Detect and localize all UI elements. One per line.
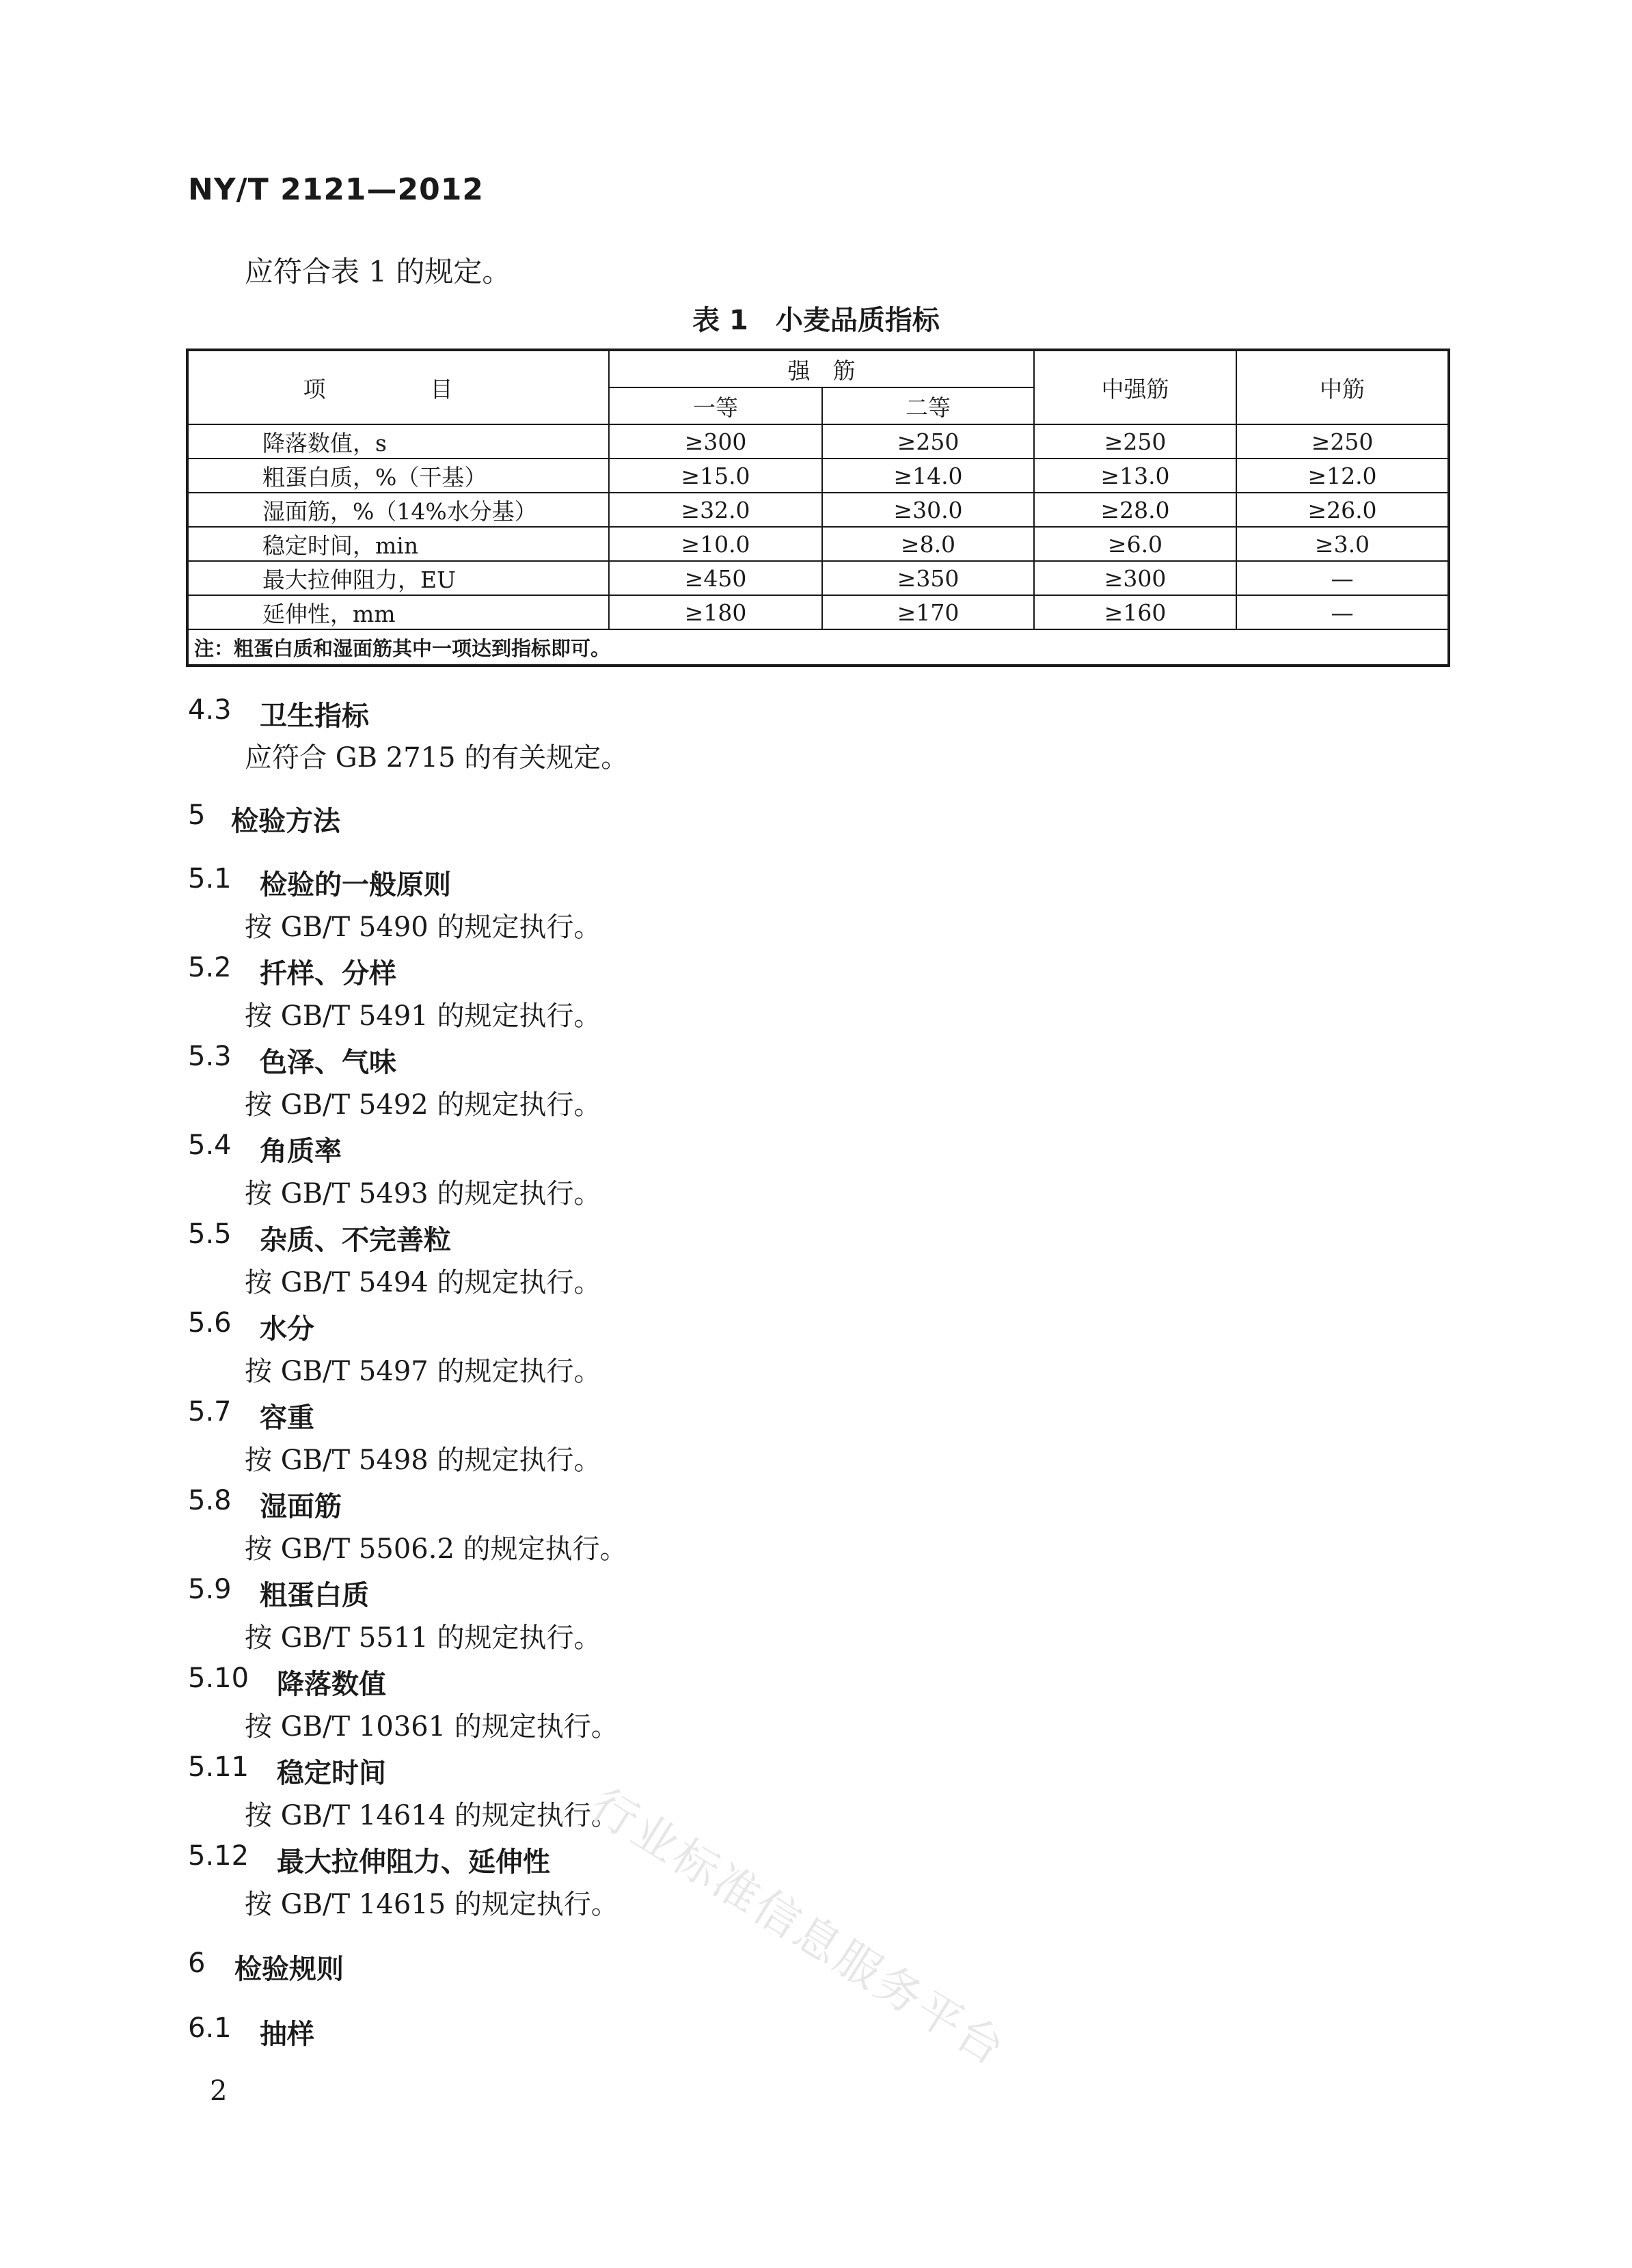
table-title: 表 1 小麦品质指标 [692,305,940,336]
section-number: 5.11 [188,1751,249,1783]
cell-value: ≥10.0 [609,527,822,561]
section-body: 按 GB/T 14615 的规定执行。 [245,1889,618,1920]
table-row [187,459,1449,493]
section-heading: 水分 [260,1313,314,1345]
row-label: 稳定时间，min [187,527,609,561]
cell-value: — [1236,595,1449,629]
section-number: 5.2 [188,952,232,983]
section-heading: 降落数值 [277,1669,386,1700]
row-label: 最大拉伸阻力，EU [187,561,609,595]
section-body: 应符合 GB 2715 的有关规定。 [245,742,629,774]
section-heading: 检验的一般原则 [260,869,451,901]
section-heading: 检验规则 [234,1954,344,1985]
watermark-text: 行业标准信息服务平台 [582,1778,1016,2077]
section-heading: 检验方法 [231,806,340,837]
section-body: 按 GB/T 5491 的规定执行。 [245,1000,601,1032]
section-number: 5.10 [188,1663,249,1694]
section-body: 按 GB/T 5497 的规定执行。 [245,1356,601,1387]
cell-value: ≥8.0 [822,527,1034,561]
section-heading: 杂质、不完善粒 [260,1225,451,1256]
cell-value: ≥30.0 [822,493,1034,527]
section-number: 5.9 [188,1574,232,1605]
header-strong: 强 筋 [609,350,1034,387]
section-number: 4.3 [188,694,232,726]
section-body: 按 GB/T 5498 的规定执行。 [245,1445,601,1476]
cell-value: ≥26.0 [1236,493,1449,527]
section-heading: 色泽、气味 [260,1047,396,1078]
section-heading: 湿面筋 [260,1491,342,1522]
cell-value: ≥250 [822,424,1034,459]
cell-value: ≥300 [1034,561,1236,595]
section-number: 5.6 [188,1307,232,1339]
cell-value: ≥170 [822,595,1034,629]
cell-value: ≥15.0 [609,459,822,493]
header-medium-strong: 中强筋 [1034,350,1236,424]
row-label: 湿面筋，%（14%水分基） [187,493,609,527]
section-number: 6.1 [188,2012,232,2044]
table-row [187,527,1449,561]
page-number: 2 [210,2075,228,2107]
table-note-row [187,629,1449,666]
table-header-row [187,350,1449,387]
section-body: 按 GB/T 5506.2 的规定执行。 [245,1533,627,1565]
cell-value: ≥180 [609,595,822,629]
cell-value: ≥13.0 [1034,459,1236,493]
cell-value: ≥350 [822,561,1034,595]
cell-value: — [1236,561,1449,595]
section-number: 5.5 [188,1218,232,1250]
cell-value: ≥450 [609,561,822,595]
section-number: 5.12 [188,1840,249,1872]
section-heading: 最大拉伸阻力、延伸性 [277,1846,550,1878]
section-number: 5 [188,800,206,831]
header-medium: 中筋 [1236,350,1449,424]
cell-value: ≥14.0 [822,459,1034,493]
cell-value: ≥250 [1236,424,1449,459]
section-number: 6 [188,1948,206,1979]
header-item: 项 目 [187,350,609,424]
section-body: 按 GB/T 5494 的规定执行。 [245,1267,601,1298]
intro-text: 应符合表 1 的规定。 [245,255,511,288]
section-body: 按 GB/T 5493 的规定执行。 [245,1178,601,1210]
document-code: NY/T 2121—2012 [188,172,485,207]
section-body: 按 GB/T 14614 的规定执行。 [245,1800,618,1831]
section-number: 5.3 [188,1041,232,1072]
section-number: 5.1 [188,863,232,894]
table-note: 注：粗蛋白质和湿面筋其中一项达到指标即可。 [187,629,1449,666]
section-number: 5.7 [188,1396,232,1427]
section-heading: 角质率 [260,1136,342,1167]
row-label: 延伸性，mm [187,595,609,629]
cell-value: ≥32.0 [609,493,822,527]
section-heading: 容重 [260,1402,314,1434]
row-label: 粗蛋白质，%（干基） [187,459,609,493]
header-strong-second: 二等 [822,387,1034,424]
section-heading: 稳定时间 [277,1758,386,1789]
cell-value: ≥28.0 [1034,493,1236,527]
row-label: 降落数值，s [187,424,609,459]
section-body: 按 GB/T 5492 的规定执行。 [245,1089,601,1121]
section-body: 按 GB/T 10361 的规定执行。 [245,1711,618,1743]
section-heading: 粗蛋白质 [260,1580,369,1611]
section-body: 按 GB/T 5511 的规定执行。 [245,1622,601,1654]
quality-table [186,349,1450,667]
section-body: 按 GB/T 5490 的规定执行。 [245,912,601,943]
cell-value: ≥300 [609,424,822,459]
section-number: 5.4 [188,1130,232,1161]
cell-value: ≥250 [1034,424,1236,459]
cell-value: ≥160 [1034,595,1236,629]
header-strong-first: 一等 [609,387,822,424]
table-row [187,424,1449,459]
cell-value: ≥6.0 [1034,527,1236,561]
section-heading: 卫生指标 [260,700,369,732]
section-number: 5.8 [188,1485,232,1516]
section-heading: 扦样、分样 [260,958,396,989]
table-row [187,493,1449,527]
cell-value: ≥3.0 [1236,527,1449,561]
table-row [187,595,1449,629]
section-heading: 抽样 [260,2019,314,2050]
table-row [187,561,1449,595]
cell-value: ≥12.0 [1236,459,1449,493]
